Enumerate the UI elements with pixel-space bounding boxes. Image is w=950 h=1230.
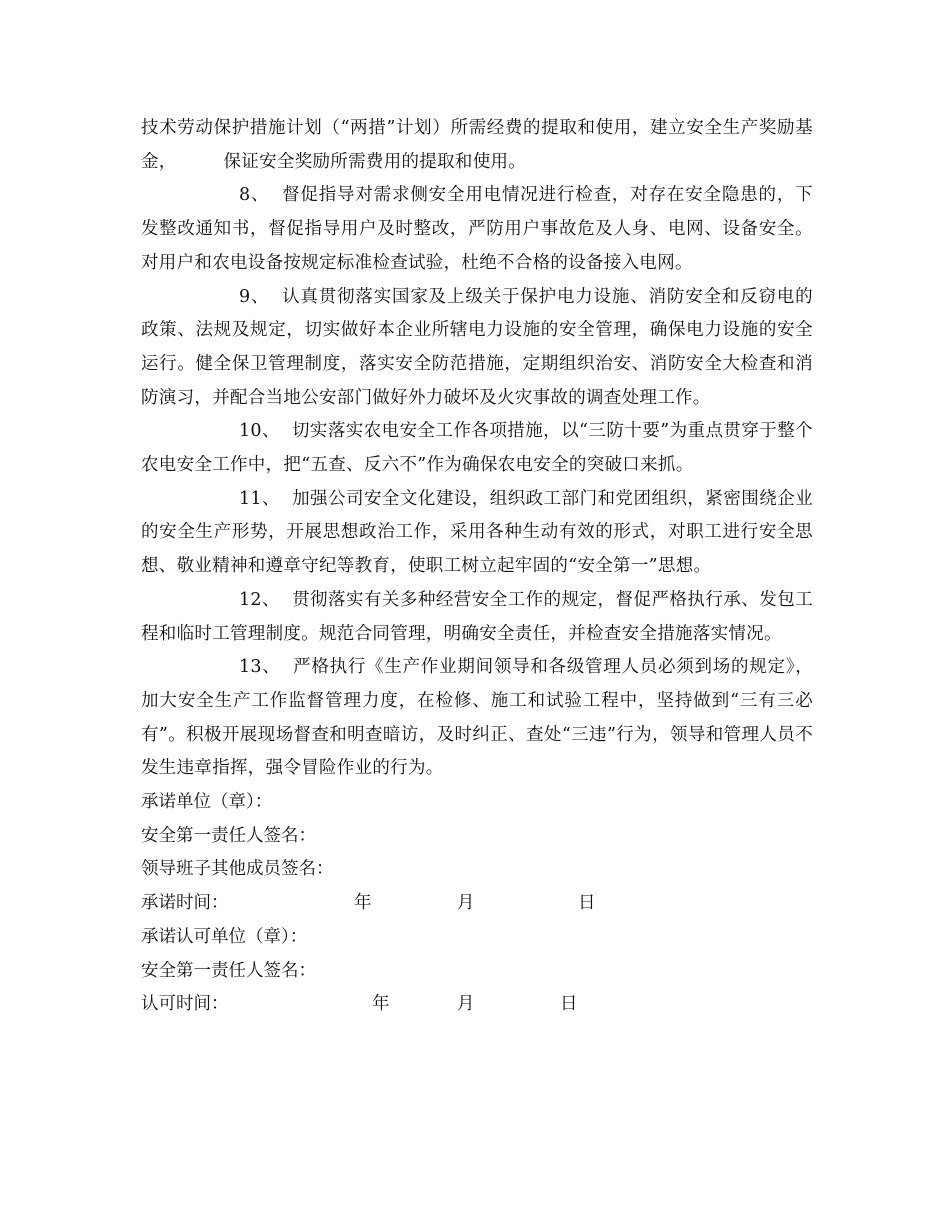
- approve-year-label: 年: [372, 994, 390, 1015]
- approve-unit-label: 承诺认可单位（章）：: [141, 926, 308, 947]
- paragraph-item-13: 13、 严格执行《生产作业期间领导和各级管理人员必须到场的规定》，加大安全生产工作监督管理力度，在检修、施工和试验工程中，坚持做到“三有三必有”。积极开展现场督查和明查暗访，及时纠正、查处“三违”行为，领导和管理人员不发生违章指挥，强令冒险作业的行为。: [141, 657, 813, 779]
- paragraph-item-11: 11、 加强公司安全文化建设，组织政工部门和党团组织，紧密围绕企业的安全生产形势，开展思想政治工作，采用各种生动有效的形式，对职工进行安全思想、敬业精神和遵章守纪等教育，使职工树立起牢固的“安全第一”思想。: [141, 488, 813, 577]
- first-responsible-label: 安全第一责任人签名：: [141, 825, 316, 846]
- paragraph-item-10: 10、 切实落实农电安全工作各项措施，以“三防十要”为重点贯穿于整个农电安全工作中，把“五查、反六不”作为确保农电安全的突破口来抓。: [141, 421, 813, 476]
- commit-month-label: 月: [457, 893, 475, 914]
- commit-unit-line: [141, 786, 813, 820]
- approve-first-responsible-label: 安全第一责任人签名：: [141, 960, 316, 981]
- approve-first-responsible-line: [141, 955, 813, 989]
- first-responsible-line: [141, 820, 813, 854]
- paragraph-item-9: 9、 认真贯彻落实国家及上级关于保护电力设施、消防安全和反窃电的政策、法规及规定，切实做好本企业所辖电力设施的安全管理，确保电力设施的安全运行。健全保卫管理制度，落实安全防范措施，定期组织治安、消防安全大检查和消防演习，并配合当地公安部门做好外力破坏及火灾事故的调查处理工作。: [141, 286, 813, 408]
- approve-day-label: 日: [560, 994, 578, 1015]
- commit-time-label: 承诺时间：: [141, 893, 229, 914]
- approve-time-line: [141, 988, 813, 1022]
- approve-month-label: 月: [457, 994, 475, 1015]
- commit-year-label: 年: [354, 893, 372, 914]
- paragraph-continuation: 技术劳动保护措施计划（“两措”计划）所需经费的提取和使用，建立安全生产奖励基金， 保证安全奖励所需费用的提取和使用。: [141, 118, 813, 172]
- document-body: [141, 112, 813, 1022]
- other-members-line: [141, 853, 813, 887]
- commit-day-label: 日: [578, 893, 596, 914]
- paragraph-item-8: 8、 督促指导对需求侧安全用电情况进行检查，对存在安全隐患的，下发整改通知书，督促指导用户及时整改，严防用户事故危及人身、电网、设备安全。对用户和农电设备按规定标准检查试验，杜绝不合格的设备接入电网。: [141, 185, 813, 273]
- paragraph-item-12: 12、 贯彻落实有关多种经营安全工作的规定，督促严格执行承、发包工程和临时工管理制度。规范合同管理，明确安全责任，并检查安全措施落实情况。: [141, 589, 813, 644]
- approve-time-label: 认可时间：: [141, 994, 229, 1015]
- commit-time-line: [141, 887, 813, 921]
- approve-unit-line: [141, 921, 813, 955]
- commit-unit-label: 承诺单位（章）：: [141, 792, 273, 813]
- other-members-label: 领导班子其他成员签名：: [141, 859, 334, 880]
